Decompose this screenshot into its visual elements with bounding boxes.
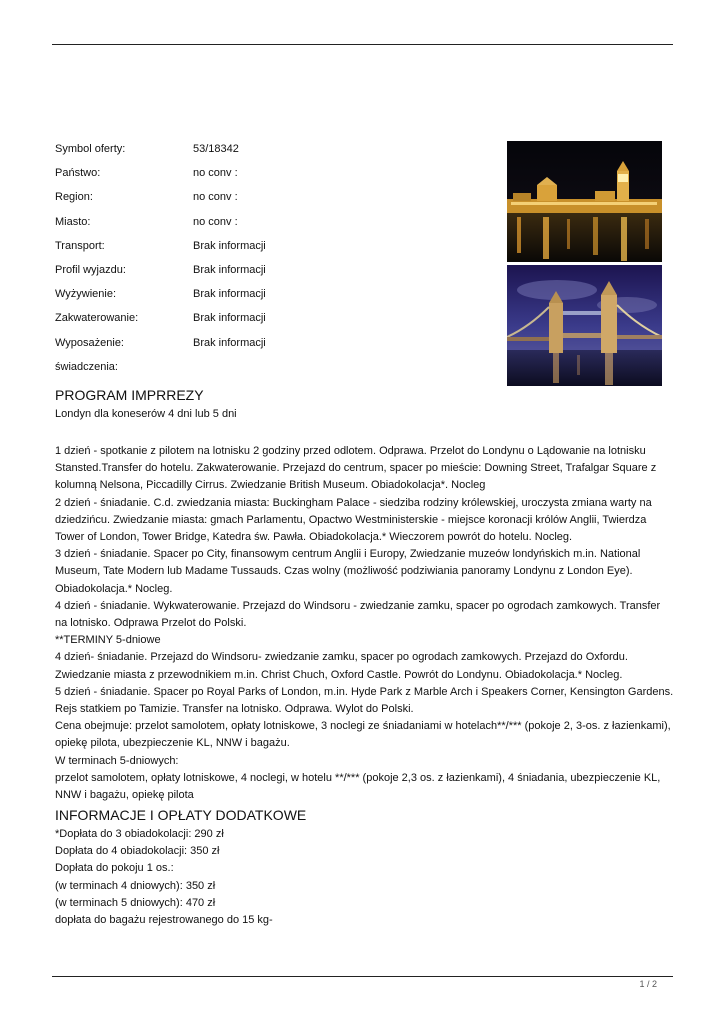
- program-paragraph: 1 dzień - spotkanie z pilotem na lotnisku 2 godziny przed odlotem. Odprawa. Przelot do Londynu o Lądowanie na lotnisku Stansted.Transfer do hotelu. Zakwaterowanie. Przejazd do centrum, spacer po mieście: Downing Street, Trafalgar Square z kolumną Nelsona, Piccadilly Cirrus. Zwiedzanie British Museum. Obiadokolacja*. Nocleg: [55, 445, 657, 492]
- offer-label: Wyżywienie:: [55, 288, 117, 301]
- offer-row: [55, 287, 475, 311]
- program-paragraph: 2 dzień - śniadanie. C.d. zwiedzania miasta: Buckingham Palace - siedziba rodziny królewskiej, uroczysta zmiana warty na dziedzińcu. Zwiedzanie miasta: gmach Parlamentu, Opactwo Westministerskie - miejsce koronacji królów Anglii, Twierdza Tower of London, Tower Bridge, Katedra św. Pawła. Obiadokolacja.* Wieczorem powrót do hotelu. Nocleg.: [55, 496, 652, 544]
- offer-label: Transport:: [55, 239, 105, 252]
- offer-label: Miasto:: [55, 215, 91, 228]
- offer-value: Brak informacji: [193, 263, 266, 276]
- offer-row: [55, 190, 475, 214]
- program-paragraph: W terminach 5-dniowych:: [55, 754, 179, 767]
- program-paragraph: 3 dzień - śniadanie. Spacer po City, finansowym centrum Anglii i Europy, Zwiedzanie muzeów londyńskich m.in. National Museum, Tate Modern lub Madame Tussauds. Czas wolny (możliwość podziwiania panoramy Londynu z London Eye). Obiadokolacja.* Nocleg.: [55, 548, 641, 595]
- tower-bridge-night-photo: [507, 265, 662, 386]
- fee-line: Dopłata do 4 obiadokolacji: 350 zł: [55, 845, 220, 858]
- program-heading: PROGRAM IMPRREZY: [55, 387, 204, 403]
- offer-value: 53/18342: [193, 143, 239, 155]
- offer-label: Symbol oferty:: [55, 143, 126, 155]
- program-paragraph: 4 dzień- śniadanie. Przejazd do Windsoru- zwiedzanie zamku, spacer po ogrodach zamkowych. Przejazd do Oxfordu. Zwiedzanie miasta z przewodnikiem m.in. Christ Chuch, Oxford Castle. Powrót do Londynu. Obiadokolacja.* Nocleg.: [55, 651, 628, 681]
- offer-value: Brak informacji: [193, 288, 266, 301]
- offer-label: Profil wyjazdu:: [55, 263, 126, 276]
- fees-list: [55, 826, 455, 929]
- offer-label: świadczenia:: [55, 360, 118, 373]
- offer-row: [55, 166, 475, 190]
- offer-label: Zakwaterowanie:: [55, 312, 139, 325]
- offer-row: [55, 263, 475, 287]
- header-rule: [52, 44, 673, 45]
- offer-row: [55, 239, 475, 263]
- offer-label: Region:: [55, 191, 93, 204]
- program-body: [55, 443, 675, 804]
- program-paragraph: 4 dzień - śniadanie. Wykwaterowanie. Przejazd do Windsoru - zwiedzanie zamku, spacer po ogrodach zamkowych. Transfer na lotnisko. Odprawa Przelot do Polski.: [55, 599, 661, 630]
- offer-label: Wyposażenie:: [55, 336, 124, 349]
- parliament-night-photo: [507, 141, 662, 262]
- offer-value: Brak informacji: [193, 312, 266, 325]
- program-paragraph: **TERMINY 5-dniowe: [55, 634, 161, 647]
- offer-row: [55, 360, 475, 384]
- offer-row: [55, 215, 475, 239]
- offer-row: [55, 311, 475, 335]
- offer-value: Brak informacji: [193, 239, 266, 252]
- program-paragraph: przelot samolotem, opłaty lotniskowe, 4 noclegi, w hotelu **/*** (pokoje 2,3 os. z łazienkami), 4 śniadania, ubezpieczenie KL, NNW i bagażu, opiekę pilota: [55, 771, 661, 802]
- offer-value: no conv :: [193, 167, 238, 180]
- program-paragraph: 5 dzień - śniadanie. Spacer po Royal Parks of London, m.in. Hyde Park z Marble Arch i Speakers Corner, Kensington Gardens. Rejs statkiem po Tamizie. Transfer na lotnisko. Odprawa. Wylot do Polski.: [55, 685, 674, 716]
- info-heading: INFORMACJE I OPŁATY DODATKOWE: [55, 807, 307, 823]
- fee-line: (w terminach 5 dniowych): 470 zł: [55, 896, 216, 909]
- offer-details-table: [55, 142, 475, 384]
- fee-line: *Dopłata do 3 obiadokolacji: 290 zł: [55, 828, 224, 840]
- offer-row: [55, 336, 475, 360]
- fee-line: dopłata do bagażu rejestrowanego do 15 kg-: [55, 914, 273, 927]
- offer-label: Państwo:: [55, 167, 101, 180]
- offer-value: no conv :: [193, 215, 238, 228]
- offer-value: Brak informacji: [193, 336, 266, 349]
- fee-line: Dopłata do pokoju 1 os.:: [55, 862, 174, 875]
- page-number: 1 / 2: [639, 979, 657, 989]
- footer-rule: [52, 976, 673, 977]
- program-paragraph: Cena obejmuje: przelot samolotem, opłaty lotniskowe, 3 noclegi ze śniadaniami w hotelach**/*** (pokoje 2, 3-os. z łazienkami), opiekę pilota, ubezpieczenie KL, NNW i bagażu.: [55, 720, 671, 750]
- offer-value: no conv :: [193, 191, 238, 204]
- fee-line: (w terminach 4 dniowych): 350 zł: [55, 879, 216, 892]
- program-subtitle: Londyn dla koneserów 4 dni lub 5 dni: [55, 408, 237, 420]
- offer-row: [55, 142, 475, 166]
